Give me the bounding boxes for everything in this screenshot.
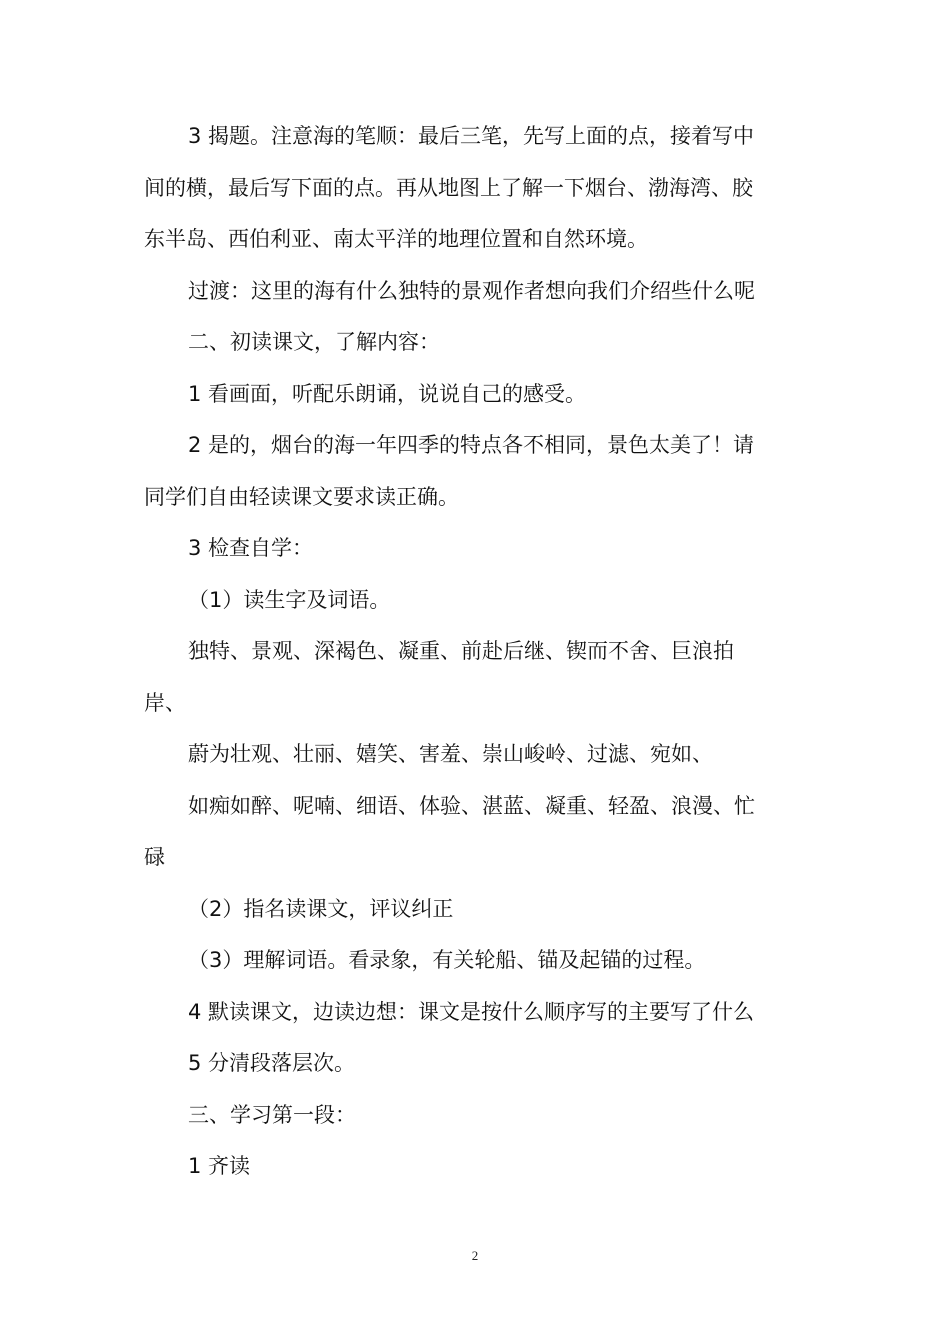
text-line: 过渡：这里的海有什么独特的景观作者想向我们介绍些什么呢 [188, 278, 755, 303]
text-line: 碌 [144, 845, 165, 869]
text-line: 5 分清段落层次。 [188, 1051, 356, 1075]
text-line: （1）读生字及词语。 [188, 587, 391, 612]
text-line: 独特、景观、深褐色、凝重、前赴后继、锲而不舍、巨浪拍 [188, 639, 734, 663]
text-line: 蔚为壮观、壮丽、嬉笑、害羞、崇山峻岭、过滤、宛如、 [188, 742, 713, 766]
text-line: 三、学习第一段： [188, 1102, 356, 1127]
text-line: （3）理解词语。看录象，有关轮船、锚及起锚的过程。 [188, 948, 706, 972]
text-line: 3 揭题。注意海的笔顺：最后三笔，先写上面的点，接着写中 [188, 124, 755, 148]
text-line: （2）指名读课文，评议纠正 [188, 896, 454, 921]
text-line: 间的横，最后写下面的点。再从地图上了解一下烟台、渤海湾、胶 [144, 175, 753, 200]
text-line: 4 默读课文，边读边想：课文是按什么顺序写的主要写了什么 [188, 999, 755, 1024]
text-line: 东半岛、西伯利亚、南太平洋的地理位置和自然环境。 [144, 227, 648, 251]
text-line: 1 齐读 [188, 1154, 251, 1178]
text-line: 1 看画面，听配乐朗诵，说说自己的感受。 [188, 381, 587, 406]
text-line: 二、初读课文，了解内容： [188, 330, 440, 354]
text-line: 同学们自由轻读课文要求读正确。 [144, 484, 459, 509]
text-line: 2 是的，烟台的海一年四季的特点各不相同，景色太美了！请 [188, 433, 755, 457]
text-line: 岸、 [144, 690, 186, 715]
body-text [144, 111, 794, 1193]
page-number: 2 [471, 1248, 479, 1263]
text-line: 3 检查自学： [188, 536, 314, 560]
text-line: 如痴如醉、呢喃、细语、体验、湛蓝、凝重、轻盈、浪漫、忙 [188, 793, 755, 818]
